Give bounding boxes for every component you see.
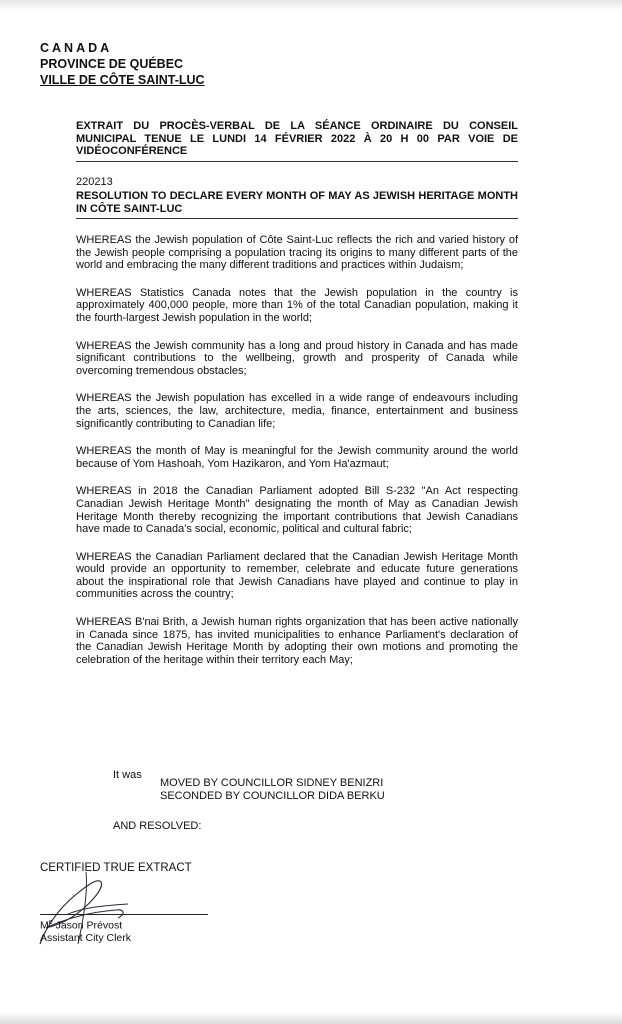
scan-edge-bottom xyxy=(0,1012,622,1024)
motion-block xyxy=(160,777,385,803)
whereas-paragraph: WHEREAS the Jewish population has excelled in a wide range of endeavours including the arts, sciences, the law, architecture, media, finance, entertainment and business significantly contributing to Canadian life; xyxy=(76,392,518,430)
signer-prefix: M xyxy=(40,919,49,932)
whereas-paragraph: WHEREAS in 2018 the Canadian Parliament adopted Bill S-232 "An Act respecting Canadian Jewish Heritage Month" designating the month of May as Canadian Jewish Heritage Month thereby recognizing the important contributions that Jewish Canadians have made to Canada's social, economic, political and cultural fabric; xyxy=(76,485,518,536)
whereas-paragraph: WHEREAS the Canadian Parliament declared that the Canadian Jewish Heritage Month would provide an opportunity to remember, celebrate and educate future generations about the inspirational role that Jewish Canadians have played and continue to play in communities across the country; xyxy=(76,550,518,601)
signer-prefix-sup: e xyxy=(48,919,53,926)
whereas-paragraph: WHEREAS B'nai Brith, a Jewish human rights organization that has been active nationally in Canada since 1875, has invited municipalities to enhance Parliament's declaration of the Canadian Jewish Heritage Month by adopting their own motions and promoting the celebration of the heritage within their territory each May; xyxy=(76,616,518,666)
extract-title: EXTRAIT DU PROCÈS-VERBAL DE LA SÉANCE ORDINAIRE DU CONSEIL MUNICIPAL TENUE LE LUNDI 14 FÉVRIER 2022 À 20 H 00 PAR VOIE DE VIDÉOCONFÉRENCE xyxy=(76,120,518,162)
whereas-paragraph: WHEREAS the month of May is meaningful for the Jewish community around the world because of Yom Hashoah, Yom Hazikaron, and Yom Ha'azmaut; xyxy=(76,445,518,470)
country-heading: CANADA xyxy=(40,41,113,55)
signer-name xyxy=(40,919,122,932)
moved-by: MOVED BY COUNCILLOR SIDNEY BENIZRI xyxy=(160,777,384,789)
resolution-number: 220213 xyxy=(76,176,113,188)
seconded-by: SECONDED BY COUNCILLOR DIDA BERKU xyxy=(160,790,385,802)
whereas-paragraph: WHEREAS Statistics Canada notes that the Jewish population in the country is approximately 400,000 people, more than 1% of the total Canadian population, making it the fourth-largest Jewish population in the world; xyxy=(76,286,518,324)
city-heading: VILLE DE CÔTE SAINT-LUC xyxy=(40,73,205,87)
it-was-text: It was xyxy=(113,769,142,781)
certified-label: CERTIFIED TRUE EXTRACT xyxy=(40,862,192,874)
province-heading: PROVINCE DE QUÉBEC xyxy=(40,57,184,71)
whereas-clauses xyxy=(76,234,518,681)
whereas-paragraph: WHEREAS the Jewish community has a long and proud history in Canada and has made significant contributions to the wellbeing, growth and prosperity of Canada while overcoming tremendous obstacles; xyxy=(76,339,518,377)
whereas-paragraph: WHEREAS the Jewish population of Côte Saint-Luc reflects the rich and varied history of the Jewish people comprising a population tracing its origins to many different parts of the world and embracing the many different traditions and practices within Judaism; xyxy=(76,234,518,272)
signer-name-text: Jason Prévost xyxy=(52,919,123,932)
resolved-text: AND RESOLVED: xyxy=(113,820,202,832)
resolution-title: RESOLUTION TO DECLARE EVERY MONTH OF MAY AS JEWISH HERITAGE MONTH IN CÔTE SAINT-LUC xyxy=(76,190,518,219)
signature-line xyxy=(40,914,208,915)
signer-title: Assistant City Clerk xyxy=(40,932,132,944)
scan-edge-top xyxy=(0,0,622,10)
document-header xyxy=(40,40,205,88)
